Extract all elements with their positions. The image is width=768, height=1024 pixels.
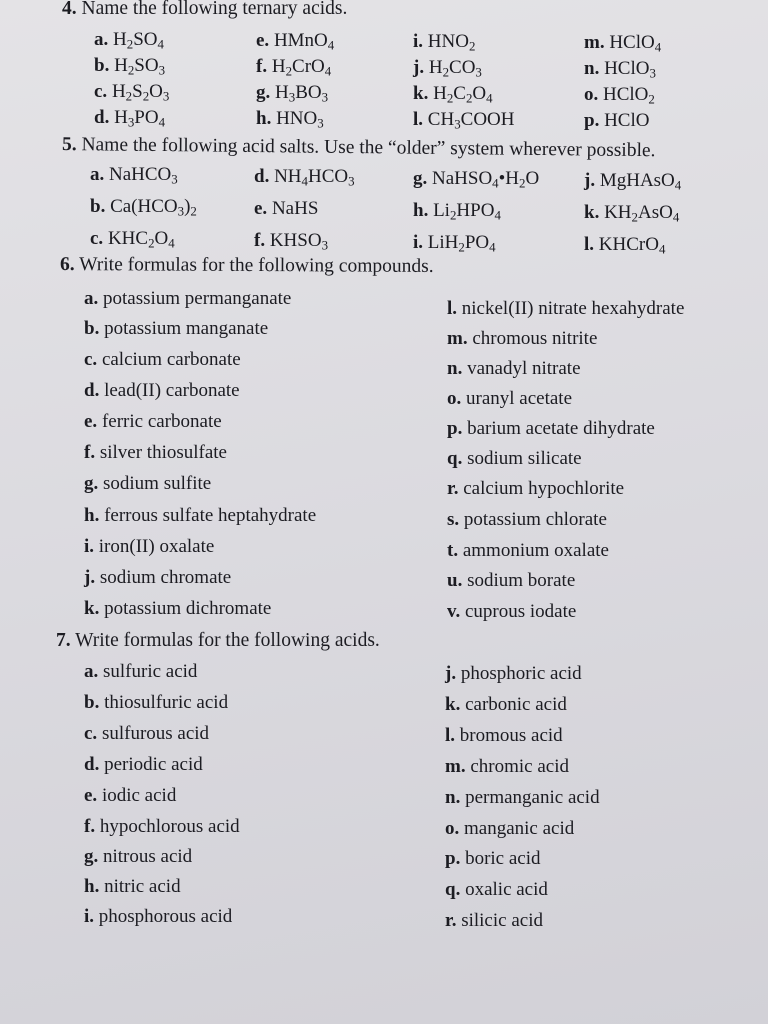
item-name: oxalic acid [465, 879, 548, 900]
q6-item [84, 442, 227, 464]
item-letter: k. [413, 83, 434, 104]
item-formula: $KH_2AsO_4$ [604, 202, 680, 225]
item-letter: l. [447, 298, 462, 319]
item-name: permanganic acid [465, 787, 600, 808]
item-name: boric acid [465, 848, 541, 869]
q6-title: Write formulas for the following compounds. [74, 254, 434, 277]
q7-item [84, 692, 228, 714]
q7-item [445, 756, 569, 778]
item-formula: $H_2SO_4$ [113, 29, 164, 52]
q6-item [84, 288, 291, 310]
item-formula: $H_2SO_3$ [114, 55, 166, 78]
q4-item [413, 109, 514, 131]
item-letter: p. [447, 418, 468, 439]
q4-item [256, 56, 331, 78]
q6-number: 6. [59, 254, 75, 276]
item-letter: a. [90, 164, 109, 185]
item-formula: $H_3BO_3$ [275, 82, 329, 105]
q5-item [90, 196, 197, 218]
item-letter: o. [584, 84, 603, 105]
item-letter: a. [84, 288, 103, 309]
item-name: lead(II) carbonate [104, 380, 240, 401]
item-formula: MgHAsO$_4$ [599, 170, 682, 193]
q7-item [84, 754, 203, 776]
item-name: periodic acid [104, 754, 203, 775]
item-letter: b. [84, 692, 105, 713]
item-formula: $Ca(HCO_3)_2$ [110, 196, 197, 219]
item-letter: d. [254, 166, 275, 187]
q6-item [84, 473, 211, 495]
q4-item [94, 29, 164, 51]
item-letter: d. [94, 107, 115, 128]
item-name: vanadyl nitrate [467, 358, 581, 379]
q6-item [447, 418, 655, 440]
item-name: thiosulfuric acid [104, 692, 229, 713]
item-formula: HClO [604, 110, 650, 131]
item-formula: $KHC_2O_4$ [107, 228, 175, 251]
item-letter: q. [447, 448, 468, 469]
q6-item [447, 478, 624, 500]
item-letter: f. [84, 442, 100, 463]
q5-item [584, 202, 679, 224]
item-letter: b. [84, 318, 105, 339]
item-name: sodium sulfite [103, 473, 212, 494]
item-letter: g. [84, 846, 103, 867]
item-formula: KHCrO$_4$ [598, 234, 666, 257]
item-letter: m. [447, 328, 473, 349]
item-letter: s. [447, 509, 464, 530]
q6-item [447, 601, 576, 623]
item-name: potassium chlorate [463, 509, 607, 530]
q7-item [84, 661, 197, 683]
item-name: cuprous iodate [464, 601, 577, 622]
item-letter: m. [445, 756, 471, 777]
q5-item [254, 198, 318, 220]
item-formula: $HNO_2$ [427, 31, 476, 54]
item-letter: j. [445, 663, 461, 684]
item-name: carbonic acid [465, 694, 567, 715]
item-letter: l. [584, 234, 599, 255]
item-formula: $H_2CO_3$ [428, 57, 482, 80]
q7-item [84, 723, 209, 745]
item-name: calcium carbonate [101, 349, 241, 370]
q4-item [94, 107, 165, 129]
item-formula: $LiH_2PO_4$ [427, 232, 496, 255]
item-letter: p. [584, 110, 605, 131]
item-formula: $H_2S_2O_3$ [111, 81, 170, 104]
q4-item [413, 83, 493, 105]
q6-item [447, 509, 607, 531]
q6-item [84, 349, 241, 371]
item-letter: n. [445, 787, 466, 808]
item-letter: o. [447, 388, 466, 409]
q6-item [84, 380, 240, 402]
q6-item [84, 598, 271, 620]
item-name: sodium silicate [467, 448, 582, 469]
item-letter: j. [584, 170, 600, 191]
q4-heading [62, 0, 347, 20]
q6-item [447, 298, 684, 320]
item-name: sodium borate [467, 570, 576, 591]
q5-number: 5. [61, 134, 77, 156]
item-name: uranyl acetate [466, 388, 573, 409]
q7-item [84, 785, 176, 807]
item-letter: n. [447, 358, 468, 379]
item-name: chromous nitrite [472, 328, 598, 349]
q4-item [94, 81, 169, 103]
item-letter: i. [84, 906, 99, 927]
item-letter: e. [254, 198, 272, 219]
item-formula: $KHSO_3$ [269, 230, 329, 253]
q4-title: Name the following ternary acids. [76, 0, 348, 19]
q6-heading [60, 254, 434, 278]
q6-item [447, 570, 575, 592]
q4-item [256, 108, 324, 130]
item-letter: o. [445, 818, 464, 839]
q4-item [256, 82, 328, 104]
item-name: chromic acid [470, 756, 569, 777]
item-letter: d. [84, 754, 105, 775]
item-name: hypochlorous acid [99, 816, 240, 837]
q4-item [256, 30, 334, 52]
item-letter: e. [84, 411, 102, 432]
item-formula: $H_2CrO_4$ [271, 56, 332, 79]
q4-item [584, 32, 661, 54]
item-letter: h. [256, 108, 277, 129]
item-letter: j. [413, 57, 429, 78]
q5-item [90, 228, 175, 250]
q7-item [84, 846, 192, 868]
item-formula: NaHCO$_3$ [109, 164, 178, 187]
item-letter: j. [84, 567, 100, 588]
item-letter: c. [84, 349, 102, 370]
q5-item [413, 168, 539, 190]
q7-item [445, 663, 582, 685]
q7-heading [56, 630, 380, 652]
q6-item [84, 567, 231, 589]
item-name: sodium chromate [99, 567, 232, 588]
item-name: sulfurous acid [101, 723, 210, 744]
q7-item [445, 848, 541, 870]
item-letter: r. [445, 910, 462, 931]
item-letter: k. [584, 202, 605, 223]
item-formula: $H_2C_2O_4$ [433, 83, 493, 106]
q4-item [94, 55, 165, 77]
item-name: ferrous sulfate heptahydrate [104, 505, 317, 526]
q6-item [84, 411, 222, 433]
item-letter: c. [84, 723, 102, 744]
q6-item [447, 358, 581, 380]
item-letter: e. [256, 30, 274, 51]
item-name: manganic acid [464, 818, 575, 839]
item-letter: f. [84, 816, 100, 837]
item-letter: c. [90, 228, 108, 249]
q6-item [447, 388, 572, 410]
item-letter: c. [94, 81, 112, 102]
item-letter: h. [413, 200, 434, 221]
item-letter: p. [445, 848, 466, 869]
q4-item [584, 84, 655, 106]
item-name: silicic acid [461, 910, 543, 931]
item-letter: a. [94, 29, 113, 50]
item-letter: i. [413, 232, 428, 253]
item-name: nickel(II) nitrate hexahydrate [461, 298, 685, 319]
item-name: sulfuric acid [103, 661, 198, 682]
q7-item [445, 910, 543, 932]
item-letter: b. [90, 196, 111, 217]
q7-item [445, 879, 548, 901]
item-name: nitrous acid [103, 846, 193, 867]
item-letter: e. [84, 785, 102, 806]
item-letter: g. [413, 168, 432, 189]
item-letter: g. [256, 82, 275, 103]
item-letter: l. [413, 109, 428, 130]
item-name: bromous acid [459, 725, 563, 746]
item-letter: h. [84, 505, 105, 526]
item-name: potassium manganate [104, 318, 269, 339]
item-formula: $HNO_3$ [276, 108, 324, 131]
item-letter: t. [447, 540, 463, 561]
q4-number: 4. [62, 0, 77, 19]
item-letter: u. [447, 570, 468, 591]
q6-item [84, 536, 214, 558]
item-name: silver thiosulfate [99, 442, 227, 463]
item-name: phosphoric acid [460, 663, 582, 684]
q6-item [447, 540, 609, 562]
q5-item [254, 230, 328, 252]
item-formula: HClO$_2$ [603, 84, 655, 107]
q7-item [84, 906, 232, 928]
q5-title: Name the following acid salts. Use the “older” system wherever possible. [76, 134, 656, 162]
item-name: nitric acid [104, 876, 181, 897]
item-letter: f. [256, 56, 272, 77]
q7-number: 7. [56, 630, 71, 651]
q5-item [413, 232, 496, 254]
item-letter: d. [84, 380, 105, 401]
q7-item [84, 876, 181, 898]
q4-item [584, 110, 649, 132]
q5-item [254, 166, 355, 188]
item-letter: g. [84, 473, 103, 494]
item-letter: r. [447, 478, 464, 499]
item-name: barium acetate dihydrate [467, 418, 655, 439]
q5-heading [62, 134, 656, 162]
item-letter: a. [84, 661, 103, 682]
q6-item [447, 448, 582, 470]
q5-item [413, 200, 501, 222]
item-letter: b. [94, 55, 115, 76]
item-letter: i. [413, 31, 428, 52]
item-name: potassium permanganate [103, 288, 292, 309]
q4-item [413, 57, 482, 79]
q7-item [84, 816, 240, 838]
item-name: iodic acid [101, 785, 177, 806]
q4-item [413, 31, 475, 53]
q6-item [84, 505, 316, 527]
q7-item [445, 725, 563, 747]
item-formula: $NH_4HCO_3$ [274, 166, 355, 189]
item-letter: k. [84, 598, 105, 619]
item-name: ammonium oxalate [462, 540, 609, 561]
q5-item [90, 164, 178, 186]
item-letter: q. [445, 879, 466, 900]
item-letter: l. [445, 725, 460, 746]
item-letter: f. [254, 230, 270, 251]
q5-item [584, 234, 665, 256]
item-letter: v. [447, 601, 465, 622]
item-formula: HClO$_3$ [604, 58, 656, 81]
item-formula: HClO$_4$ [609, 32, 662, 55]
q4-item [584, 58, 656, 80]
q7-item [445, 818, 574, 840]
item-formula: $H_3PO_4$ [114, 107, 166, 130]
item-letter: i. [84, 536, 99, 557]
item-letter: n. [584, 58, 605, 79]
q6-item [84, 318, 268, 340]
q7-title: Write formulas for the following acids. [70, 630, 380, 651]
item-formula: HMnO$_4$ [273, 30, 335, 53]
item-letter: k. [445, 694, 466, 715]
q6-item [447, 328, 597, 350]
q7-item [445, 694, 567, 716]
item-name: phosphorous acid [98, 906, 233, 927]
item-name: ferric carbonate [101, 411, 222, 432]
item-formula: $NaHSO_4•H_2O$ [432, 168, 540, 191]
item-formula: $Li_2HPO_4$ [433, 200, 501, 223]
q7-item [445, 787, 600, 809]
item-name: potassium dichromate [104, 598, 272, 619]
item-formula: $CH_3COOH$ [427, 109, 515, 132]
item-name: iron(II) oxalate [98, 536, 215, 557]
item-letter: m. [584, 32, 610, 53]
item-letter: h. [84, 876, 105, 897]
item-name: calcium hypochlorite [463, 478, 625, 499]
q5-item [584, 170, 681, 192]
item-formula: NaHS [271, 198, 319, 219]
